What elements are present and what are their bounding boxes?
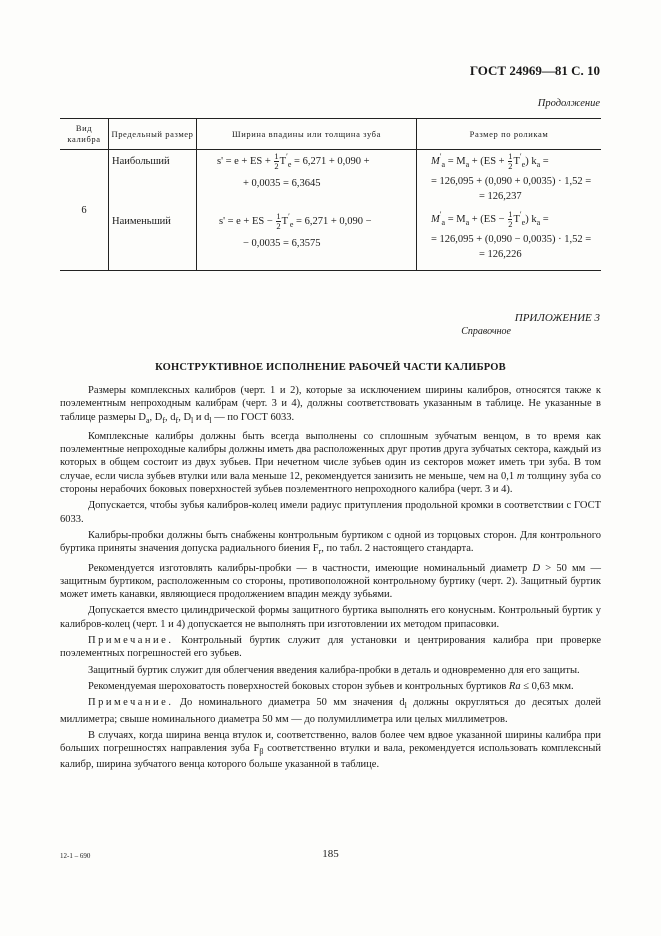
col-type: Вид калибра — [60, 119, 109, 150]
roll-calc-max: = 126,095 + (0,090 + 0,0035) · 1,52 = — [431, 176, 592, 187]
limit-max: Наибольший — [112, 156, 170, 167]
limit-min: Наименьший — [112, 216, 171, 227]
standard-header: ГОСТ 24969—81 С. 10 — [469, 63, 600, 78]
limit-cell — [109, 150, 197, 271]
note: Примечание. До номинального диаметра 50 мм значения $d_l$ должны округляться до десятых долей миллиметра; свыше номинального диаметра 50 мм — до полумиллиметра или целых миллиметров. — [60, 697, 601, 725]
body-text — [60, 384, 601, 775]
width-formula-max: s' = e + ES + $\frac{1}{2}$ $T'_e = 6,271 + 0,090$ + — [217, 151, 370, 172]
col-width: Ширина впадины или толщина зуба — [197, 119, 417, 150]
paragraph: Защитный буртик служит для облегчения введения калибра-пробки в деталь и одновременно для его защиты. — [88, 664, 580, 676]
roll-result-min: = 126,226 — [479, 249, 522, 260]
note: Примечание. Контрольный буртик служит для установки и центрирования калибра при проверке поэлементных погрешностей его зубьев. — [60, 635, 601, 660]
paragraph: Допускается, чтобы зубья калибров-колец имели радиус притупления продольной кромки в соответствии с ГОСТ 6033. — [60, 500, 601, 525]
roll-calc-min: = 126,095 + (0,090 − 0,0035) · 1,52 = — [431, 234, 592, 245]
width-cell — [197, 150, 417, 271]
width-formula-min: s' = e + ES − $\frac{1}{2}$ $T'_e = 6,271 + 0,090$ − — [219, 211, 372, 232]
appendix-type: Справочное — [461, 326, 511, 337]
roll-cell — [417, 150, 602, 271]
row-number: 6 — [81, 204, 87, 216]
paragraph: В случаях, когда ширина венца втулок и, соответственно, валов более чем вдвое указанной ширины калибра при больших погрешностях направления зуба $F_\beta$ соответственно втулки и вала, рекомендуется использовать комплексный калибр, ширина зубчатого венца которого больше указанной в таблице. — [60, 729, 601, 771]
col-roll: Размер по роликам — [417, 119, 602, 150]
roll-formula-min: $M'_a = M_a + (ES$ − $\frac{1}{2}$ $T'_e$) $k_a$ = — [431, 209, 549, 230]
continuation-label: Продолжение — [537, 98, 600, 109]
paragraph: Рекомендуется изготовлять калибры-пробки — в частности, имеющие номинальный диаметр D > 50 мм — защитным буртиком, расположенным со стороны, противоположной контрольному буртику (черт. 2). Защитный буртик может иметь канавки, являющиеся продолжением впадин между зубьями. — [60, 562, 602, 601]
appendix-label: ПРИЛОЖЕНИЕ 3 — [514, 312, 600, 324]
roll-formula-max: $M'_a = M_a + (ES$ + $\frac{1}{2}$ $T'_e$) $k_a$ = — [431, 151, 549, 172]
paragraph: Калибры-пробки должны быть снабжены контрольным буртиком с одной из торцовых сторон. Для контрольного буртика приняты значения допуска радиального биения $F_r$, по табл. 2 настоящего стандарта. — [60, 529, 601, 557]
paragraph: Размеры комплексных калибров (черт. 1 и 2), которые за исключением ширины калибров, относятся также к поэлементным непроходным калибрам (черт. 3 и 4), должны соответствовать указанным в таблице. Не указанные в таблице размеры $D_a$, $D_f$, $d_f$, $D_l$ и $d_l$ — по ГОСТ 6033. — [60, 385, 601, 425]
calibre-table — [60, 118, 601, 271]
page-number: 185 — [322, 848, 339, 860]
paragraph: Рекомендуемая шероховатость поверхностей боковых сторон зубьев и контрольных буртиков Ra ≤ 0,63 мкм. — [88, 680, 574, 692]
width-result-max: + 0,0035 = 6,3645 — [243, 178, 321, 189]
table-row — [60, 150, 601, 271]
print-code: 12-1 – 690 — [60, 852, 91, 860]
roll-result-max: = 126,237 — [479, 191, 522, 202]
width-result-min: − 0,0035 = 6,3575 — [243, 238, 321, 249]
col-limit: Предельный размер — [109, 119, 197, 150]
section-title: КОНСТРУКТИВНОЕ ИСПОЛНЕНИЕ РАБОЧЕЙ ЧАСТИ КАЛИБРОВ — [155, 362, 506, 373]
paragraph: Допускается вместо цилиндрической формы защитного буртика выполнять его конусным. Контрольный буртик у калибров-колец (черт. 1 и 4) допускается не выполнять при изготовлении их методом припасовки. — [60, 605, 601, 630]
paragraph: Комплексные калибры должны быть всегда выполнены со сплошным зубчатым венцом, в то время как поэлементные непроходные калибры должны иметь два расположенных друг против друга зубчатых сектора, каждый из которых в общем состоит из двух зубьев. При нечетном числе зубьев один из секторов может иметь три зуба. В том случае, если числа зубьев втулки или вала меньше 12, рекомендуется занизить не меньше, чем на 0,1 m толщину зуба со стороны нерабочих боковых поверхностей зубьев поэлементного непроходного калибра (черт. 3 и 4). — [60, 430, 602, 496]
